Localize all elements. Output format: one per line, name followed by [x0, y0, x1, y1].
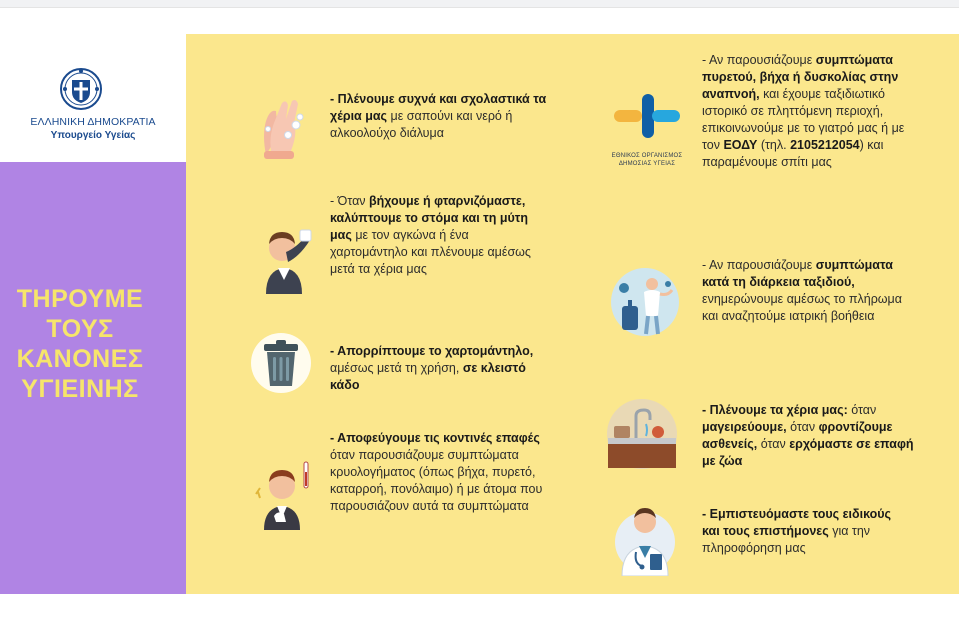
rule-bold-text: - Απορρίπτουμε το χαρτομάντηλο,: [330, 344, 534, 358]
rule-bold-text: συμπτώματα κατά τη διάρκεια ταξιδιού,: [702, 258, 893, 289]
rule-cover-cough: [330, 193, 548, 278]
slogan-line: ΚΑΝΟΝΕΣ: [16, 345, 144, 373]
closed-bin-icon: [250, 332, 312, 394]
rule-text: - Αν παρουσιάζουμε: [702, 258, 816, 272]
rule-text: όταν: [847, 403, 877, 417]
rule-bold-text: μαγειρεύουμε,: [702, 420, 787, 434]
rule-text: - Όταν: [330, 194, 370, 208]
rule-text: όταν: [786, 420, 819, 434]
slogan-line: ΤΟΥΣ: [46, 315, 114, 343]
rule-trust-experts: [702, 506, 912, 557]
rule-bold-text: - Πλένουμε τα χέρια μας:: [702, 403, 848, 417]
eody-caption-line: ΔΗΜΟΣΙΑΣ ΥΓΕΙΑΣ: [618, 161, 676, 167]
rule-bold-text: βήχουμε ή φταρνιζόμαστε, καλύπτουμε το στόμα και τη μύτη μας: [330, 194, 528, 242]
rule-text: όταν: [757, 437, 790, 451]
slogan-line: ΥΓΙΕΙΝΗΣ: [21, 375, 139, 403]
rule-dispose-tissue: [330, 343, 548, 394]
slogan-line: ΤΗΡΟΥΜΕ: [16, 285, 144, 313]
rule-bold-text: - Αποφεύγουμε τις κοντινές επαφές: [330, 431, 540, 445]
rule-avoid-contact: [330, 430, 548, 515]
rule-text: (τηλ.: [757, 138, 791, 152]
eody-caption: [604, 152, 690, 168]
traveler-icon: [610, 266, 680, 338]
rule-bold-text: - Πλένουμε συχνά και σχολαστικά τα χέρια μας: [330, 92, 547, 123]
rule-bold-text: ΕΟΔΥ: [723, 138, 758, 152]
rule-travel-symptoms: [702, 257, 920, 325]
rule-bold-text: συμπτώματα πυρετού, βήχα ή δυσκολίας στην αναπνοή,: [702, 53, 899, 101]
sick-person-icon: [254, 458, 312, 530]
eody-logo-icon: [612, 90, 684, 150]
rule-text: με σαπούνι και νερό ή αλκοολούχο διάλυμα: [330, 109, 513, 140]
rule-text: με τον αγκώνα ή ένα χαρτομάντηλο και πλένουμε αμέσως μετά τα χέρια μας: [330, 228, 531, 276]
sneezing-person-icon: [256, 222, 312, 294]
rule-text: ενημερώνουμε αμέσως το πλήρωμα και αναζητούμε ιατρική βοήθεια: [702, 292, 902, 323]
rule-wash-hands-when: [702, 402, 922, 470]
rule-bold-text: 2105212054: [790, 138, 860, 152]
rule-text: όταν παρουσιάζουμε συμπτώματα κρυολογήματος (όπως βήχα, πυρετό, καταρροή, πονόλαιμο) ή με άτομα που παρουσιάζουν αυτά τα συμπτώματα: [330, 448, 543, 513]
washing-hands-icon: [258, 95, 304, 161]
eody-caption-line: ΕΘΝΙΚΟΣ ΟΡΓΑΝΙΣΜΟΣ: [611, 153, 683, 159]
rule-text: για την πληροφόρηση μας: [702, 524, 871, 555]
slogan-title: [0, 284, 160, 404]
rule-bold-text: σε κλειστό κάδο: [330, 361, 526, 392]
doctor-icon: [612, 496, 678, 576]
ministry-name: ΕΛΛΗΝΙΚΗ ΔΗΜΟΚΡΑΤΙΑ: [30, 116, 156, 128]
greek-seal-icon: [59, 66, 103, 112]
ministry-subtitle: Υπουργείο Υγείας: [50, 130, 136, 141]
rule-bold-text: - Εμπιστευόμαστε τους ειδικούς και τους επιστήμονες: [702, 507, 892, 538]
rule-text: ) και παραμένουμε σπίτι μας: [702, 138, 884, 169]
browser-top-strip: [0, 0, 959, 8]
rule-text: και έχουμε ταξιδιωτικό ιστορικό σε πληττόμενη περιοχή, επικοινωνούμε με το γιατρό μας ή με τον: [702, 87, 905, 152]
kitchen-sink-icon: [606, 398, 678, 470]
rule-symptoms-contact: [702, 52, 920, 171]
rule-text: αμέσως μετά τη χρήση,: [330, 361, 463, 375]
rule-text: - Αν παρουσιάζουμε: [702, 53, 816, 67]
rule-bold-text: ερχόμαστε σε επαφή με ζώα: [702, 437, 914, 468]
ministry-logo-block: [0, 34, 186, 162]
rule-wash-hands: [330, 91, 548, 142]
rule-bold-text: φροντίζουμε ασθενείς,: [702, 420, 893, 451]
